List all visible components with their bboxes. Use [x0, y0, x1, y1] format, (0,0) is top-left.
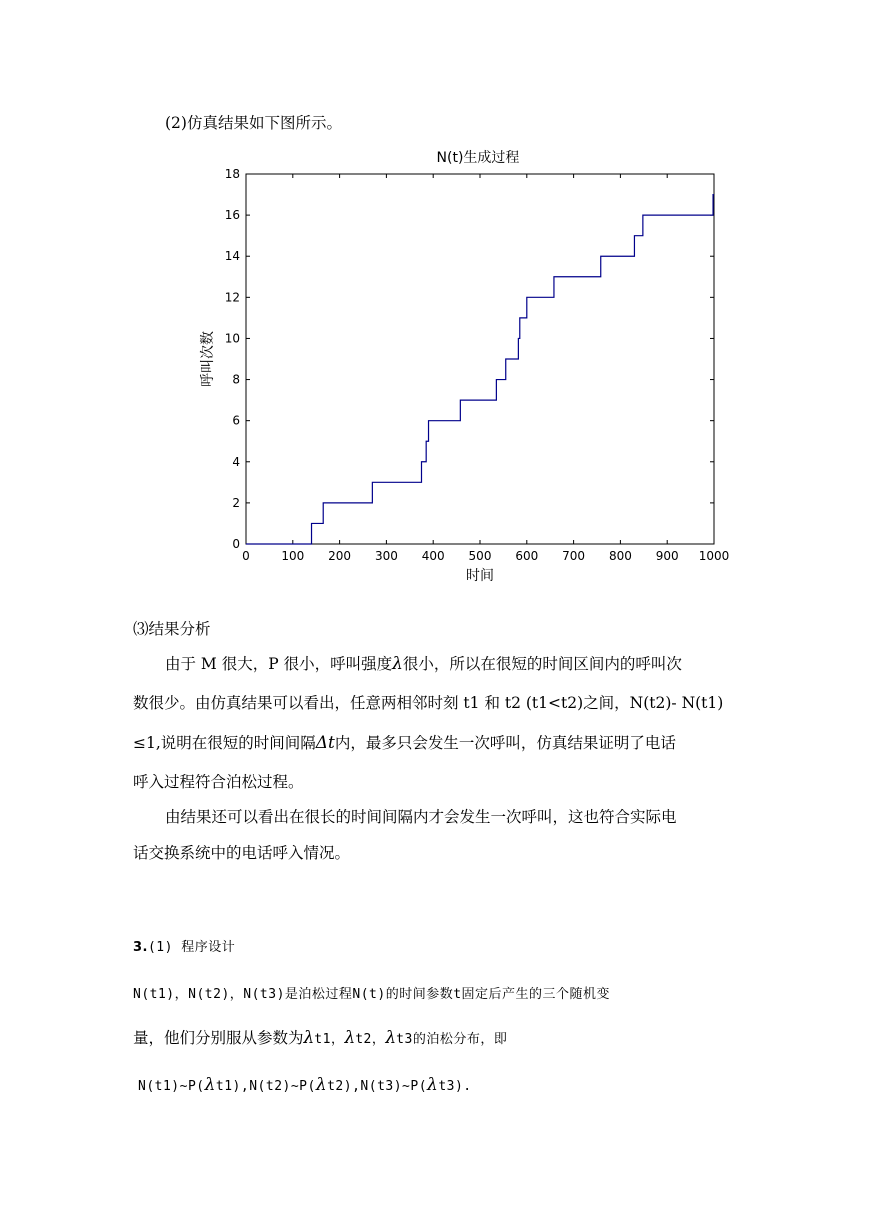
intro-text: (2)仿真结果如下图所示。: [165, 114, 342, 132]
plot-frame: [246, 174, 714, 544]
lambda-symbol: λ: [315, 1075, 328, 1095]
analysis-line-2: 数很少。由仿真结果可以看出，任意两相邻时刻 t1 和 t2 (t1<t2)之间，N(t2)- N(t1): [133, 694, 724, 712]
analysis-line-4: 呼入过程符合泊松过程。: [133, 773, 304, 791]
analysis-heading: ⑶结果分析: [133, 620, 211, 638]
y-tick-label: 8: [232, 372, 240, 387]
x-tick-label: 1000: [698, 549, 730, 563]
text-segment: t2),N(t3)~P(: [327, 1079, 428, 1094]
y-tick-label: 10: [224, 331, 240, 346]
text-segment: N(t1)~P(: [138, 1079, 205, 1094]
chart: [190, 140, 730, 590]
x-tick-label: 400: [421, 549, 445, 563]
y-tick-label: 14: [224, 249, 240, 264]
lambda-symbol: λ: [385, 1028, 397, 1048]
delta-t-symbol: Δt: [315, 733, 335, 753]
analysis-line-5: 由结果还可以看出在很长的时间间隔内才会发生一次呼叫，这也符合实际电: [165, 808, 677, 826]
x-tick-label: 800: [608, 549, 632, 563]
y-tick-label: 4: [232, 454, 240, 469]
x-tick-label: 500: [468, 549, 492, 563]
x-tick-label: 700: [562, 549, 586, 563]
y-tick-label: 6: [232, 413, 240, 428]
text-segment: 由于 M 很大，P 很小，呼叫强度: [165, 655, 393, 673]
x-axis-label: 时间: [466, 568, 494, 584]
lambda-symbol: λ: [392, 654, 403, 674]
y-tick-label: 2: [232, 495, 240, 510]
section-title-a: (1) 程序设计: [147, 940, 236, 955]
chart-title: N(t)生成过程: [436, 150, 520, 166]
y-tick-label: 18: [224, 167, 240, 181]
text-segment: 量，他们分别服从参数为: [133, 1029, 304, 1047]
y-axis-label: 呼叫次数: [200, 331, 216, 387]
y-tick-label: 0: [232, 537, 240, 551]
y-tick-label: 16: [224, 208, 240, 223]
text-segment: t1),N(t2)~P(: [215, 1079, 316, 1094]
text-segment: t1，: [314, 1032, 345, 1047]
lambda-symbol: λ: [427, 1075, 439, 1095]
x-tick-label: 200: [328, 549, 352, 563]
lambda-symbol: λ: [204, 1075, 216, 1095]
section3-line-3: [138, 1075, 472, 1097]
section3-heading: [133, 936, 235, 958]
x-tick-label: 600: [515, 549, 539, 563]
x-tick-label: 100: [281, 549, 305, 563]
lambda-symbol: λ: [344, 1028, 356, 1048]
lambda-symbol: λ: [303, 1028, 315, 1048]
text-segment: t2，: [355, 1032, 386, 1047]
section-number: 3.: [133, 940, 148, 955]
x-tick-label: 300: [374, 549, 398, 563]
analysis-line-6: 话交换系统中的电话呼入情况。: [133, 844, 351, 862]
section3-line-1: N(t1)，N(t2)，N(t3)是泊松过程N(t)的时间参数t固定后产生的三个随机变: [133, 987, 611, 1002]
analysis-line-3: [133, 733, 676, 753]
text-segment: 内，最多只会发生一次呼叫，仿真结果证明了电话: [334, 734, 676, 752]
analysis-line-1: [165, 654, 682, 674]
x-tick-label: 900: [655, 549, 679, 563]
section3-line-2: [133, 1028, 507, 1050]
text-segment: 很小，所以在很短的时间区间内的呼叫次: [402, 655, 682, 673]
text-segment: t3).: [438, 1079, 472, 1094]
y-tick-label: 12: [224, 290, 240, 305]
text-segment: t3的泊松分布，即: [396, 1032, 508, 1047]
text-segment: ≤1,说明在很短的时间间隔: [133, 734, 316, 752]
x-tick-label: 0: [242, 549, 250, 563]
